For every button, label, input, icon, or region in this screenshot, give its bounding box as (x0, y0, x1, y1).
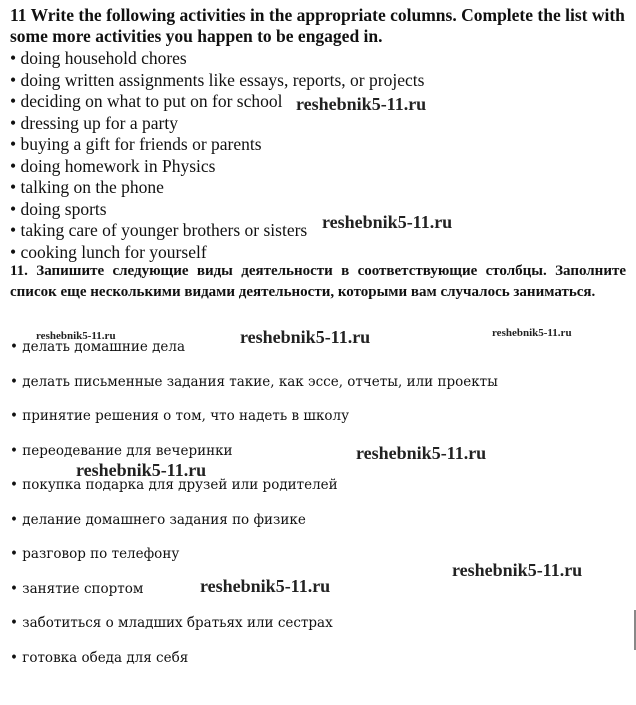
russian-activity-list (10, 337, 630, 682)
list-item: • готовка обеда для себя (10, 648, 630, 683)
watermark: reshebnik5-11.ru (76, 460, 207, 480)
list-item: • принятие решения о том, что надеть в школу (10, 406, 630, 441)
list-item: • doing household chores (10, 48, 630, 70)
list-item: • занятие спортом (10, 579, 630, 614)
russian-task-heading: 11. Запишите следующие виды деятельности в соответствующие столбцы. Заполните список еще несколькими видами деятельности, которыми вам случалось заниматься. (10, 263, 626, 300)
watermark: reshebnik5-11.ru (200, 576, 331, 596)
list-item: • talking on the phone (10, 177, 630, 199)
watermark: reshebnik5-11.ru (356, 443, 487, 463)
list-item: • делать домашние дела (10, 337, 630, 372)
list-item: • taking care of younger brothers or sisters (10, 220, 630, 242)
list-item: • doing homework in Physics (10, 156, 630, 178)
watermark: reshebnik5-11.ru (452, 560, 583, 580)
watermark: reshebnik5-11.ru (492, 327, 572, 339)
list-item: • cooking lunch for yourself (10, 242, 630, 264)
list-item: • разговор по телефону (10, 544, 630, 579)
list-item: • dressing up for a party (10, 113, 630, 135)
list-item: • покупка подарка для друзей или родителей (10, 475, 630, 510)
list-item: • заботиться о младших братьях или сестрах (10, 613, 630, 648)
list-item: • doing written assignments like essays, reports, or projects (10, 70, 630, 92)
watermark: reshebnik5-11.ru (240, 327, 371, 347)
watermark: reshebnik5-11.ru (296, 94, 427, 114)
english-activity-list (10, 48, 630, 263)
list-item: • переодевание для вечеринки (10, 441, 630, 476)
list-item: • buying a gift for friends or parents (10, 134, 630, 156)
list-item: • deciding on what to put on for school (10, 91, 630, 113)
list-item: • doing sports (10, 199, 630, 221)
list-item: • делание домашнего задания по физике (10, 510, 630, 545)
watermark: reshebnik5-11.ru (322, 212, 453, 232)
list-item: • делать письменные задания такие, как эссе, отчеты, или проекты (10, 372, 630, 407)
watermark: reshebnik5-11.ru (36, 330, 116, 342)
english-task-heading: 11 Write the following activities in the appropriate columns. Complete the list with some more activities you happen to be engaged in. (10, 5, 625, 46)
